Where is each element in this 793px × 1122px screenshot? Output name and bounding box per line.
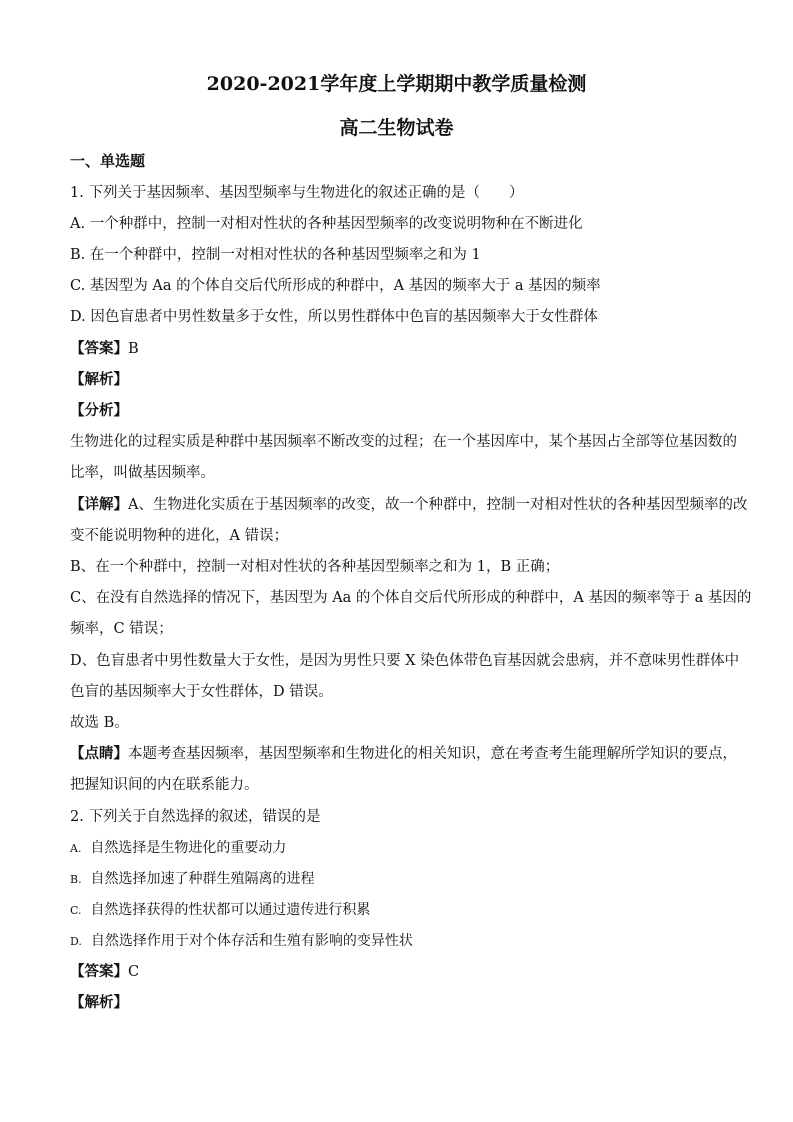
- q1-analysis-tag: 【解析】: [70, 371, 128, 388]
- q2-option-d-text: 自然选择作用于对个体存活和生殖有影响的变异性状: [90, 933, 413, 949]
- answer-value: B: [128, 341, 139, 357]
- q1-comment-line-2: 把握知识间的内在联系能力。: [70, 777, 259, 793]
- q2-option-b: [70, 870, 730, 889]
- q2-option-b-letter: B.: [70, 873, 82, 886]
- q2-answer: [70, 963, 730, 981]
- q1-fenxi-line-2: 比率，叫做基因频率。: [70, 465, 215, 481]
- q2-option-b-text: 自然选择加速了种群生殖隔离的进程: [90, 871, 315, 887]
- q1-detail-line-1: [70, 496, 748, 514]
- q1-answer: [70, 340, 730, 358]
- q2-answer-tag: 【答案】: [70, 963, 128, 980]
- q2-analysis-tag: 【解析】: [70, 994, 128, 1011]
- q1-option-a: A. 一个种群中，控制一对相对性状的各种基因型频率的改变说明物种在不断进化: [70, 216, 583, 232]
- q1-detail-line-3: B、在一个种群中，控制一对相对性状的各种基因型频率之和为 1，B 正确；: [70, 559, 560, 575]
- q1-detail-line-2: 变不能说明物种的进化，A 错误；: [70, 528, 289, 544]
- q1-detail-line-5: 频率，C 错误；: [70, 621, 173, 637]
- answer-tag: 【答案】: [70, 340, 128, 357]
- q1-option-d: D. 因色盲患者中男性数量多于女性，所以男性群体中色盲的基因频率大于女性群体: [70, 309, 598, 325]
- q1-comment-line-1: [70, 745, 737, 763]
- q1-option-c: C. 基因型为 Aa 的个体自交后代所形成的种群中，A 基因的频率大于 a 基因的频率: [70, 278, 601, 294]
- q2-stem: 2. 下列关于自然选择的叙述，错误的是: [70, 809, 321, 825]
- q2-option-a: [70, 839, 730, 858]
- q2-option-c-text: 自然选择获得的性状都可以通过遗传进行积累: [90, 902, 371, 918]
- q2-option-a-text: 自然选择是生物进化的重要动力: [90, 840, 287, 856]
- q1-detail-line-7: 色盲的基因频率大于女性群体，D 错误。: [70, 684, 333, 700]
- comment-text: 本题考查基因频率，基因型频率和生物进化的相关知识，意在考查考生能理解所学知识的要点，: [128, 746, 737, 762]
- q1-conclusion: 故选 B。: [70, 715, 129, 731]
- detail-text: A、生物进化实质在于基因频率的改变，故一个种群中，控制一对相对性状的各种基因型频率的改: [128, 497, 748, 513]
- q2-option-d-letter: D.: [70, 935, 82, 948]
- q1-detail-line-4: C、在没有自然选择的情况下，基因型为 Aa 的个体自交后代所形成的种群中，A 基因的频率等于 a 基因的: [70, 590, 752, 606]
- q2-option-d: [70, 932, 730, 951]
- comment-tag: 【点睛】: [70, 745, 128, 762]
- q1-fenxi-line-1: 生物进化的过程实质是种群中基因频率不断改变的过程；在一个基因库中，某个基因占全部等位基因数的: [70, 434, 737, 450]
- detail-tag: 【详解】: [70, 496, 128, 513]
- q2-option-c-letter: C.: [70, 904, 82, 917]
- q1-detail-line-6: D、色盲患者中男性数量大于女性，是因为男性只要 X 染色体带色盲基因就会患病，并不意味男性群体中: [70, 653, 740, 669]
- exam-subtitle: 高二生物试卷: [339, 117, 454, 139]
- q2-option-a-letter: A.: [70, 842, 82, 855]
- q1-stem: 1. 下列关于基因频率、基因型频率与生物进化的叙述正确的是（ ）: [70, 185, 524, 201]
- q2-answer-value: C: [128, 964, 140, 980]
- section-heading: 一、单选题: [70, 152, 146, 170]
- exam-title: 2020-2021学年度上学期期中教学质量检测: [206, 73, 587, 95]
- q2-option-c: [70, 901, 730, 920]
- q1-fenxi-tag: 【分析】: [70, 402, 128, 419]
- q1-option-b: B. 在一个种群中，控制一对相对性状的各种基因型频率之和为 1: [70, 247, 481, 263]
